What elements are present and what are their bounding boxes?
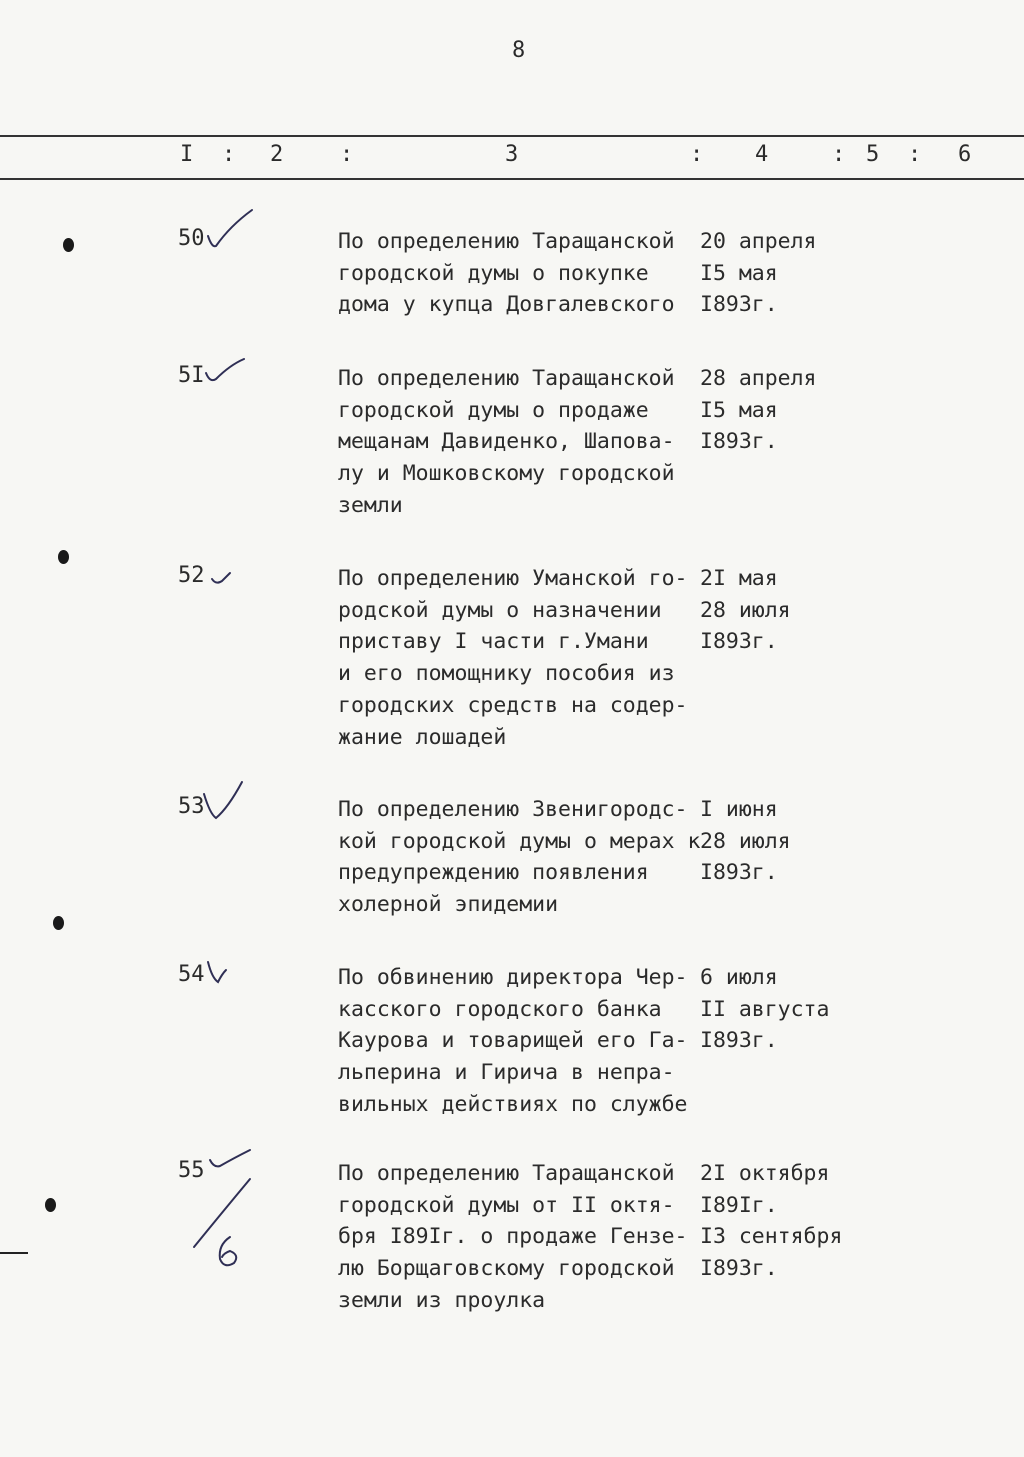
binder-hole: [63, 238, 74, 252]
binder-hole: [53, 916, 64, 930]
entry-number: 50: [178, 226, 205, 251]
margin-mark: [0, 1252, 28, 1254]
entry-number: 52: [178, 563, 205, 588]
page-number: 8: [512, 38, 526, 63]
column-header-6: 6: [958, 142, 972, 167]
entry-number: 54: [178, 962, 205, 987]
column-header-5: 5: [866, 142, 880, 167]
entry-dates: 20 апреля I5 мая I893г.: [700, 229, 817, 318]
entry-description: По определению Таращанской городской думы о продаже мещанам Давиденко, Шапова- лу и Мошковскому городской земли: [338, 366, 675, 518]
entry-description: По обвинению директора Чер- касского городского банка Каурова и товарищей его Га- льперина и Гирича в непра- вильных действиях по службе: [338, 965, 688, 1117]
column-header-4: 4: [755, 142, 769, 167]
entry-dates: 2I октября I89Iг. I3 сентября I893г.: [700, 1161, 843, 1282]
header-rule-top: [0, 135, 1024, 137]
column-header-2: 2: [270, 142, 284, 167]
check-mark-icon: [200, 343, 260, 393]
entry-dates: I июня 28 июля I893г.: [700, 797, 791, 886]
entry-description: По определению Уманской го- родской думы о назначении приставу I части г.Умани и его помощнику пособия из городских средств на содер- жание лошадей: [338, 566, 688, 750]
column-separator: :: [690, 142, 704, 167]
check-mark-icon: [200, 942, 260, 992]
entry-dates: 2I мая 28 июля I893г.: [700, 566, 791, 655]
handwritten-six-icon: [190, 1175, 260, 1275]
check-mark-icon: [200, 543, 260, 593]
entry-description: По определению Таращанской городской думы от II октя- бря I89Iг. о продаже Гензе- лю Борщаговскому городской земли из проулка: [338, 1161, 688, 1313]
entry-description: По определению Таращанской городской думы о покупке дома у купца Довгалевского: [338, 229, 675, 318]
entry-number: 53: [178, 794, 205, 819]
check-mark-icon: [200, 774, 260, 834]
column-separator: :: [908, 142, 922, 167]
entry-number: 5I: [178, 363, 205, 388]
entry-number: 55: [178, 1158, 205, 1183]
column-separator: :: [340, 142, 354, 167]
entry-dates: 6 июля II августа I893г.: [700, 965, 830, 1054]
header-rule-bottom: [0, 178, 1024, 180]
entry-description: По определению Звенигородс- кой городской думы о мерах к предупреждению появления холерной эпидемии: [338, 797, 701, 918]
check-mark-icon: [200, 206, 260, 256]
column-separator: :: [222, 142, 236, 167]
entry-dates: 28 апреля I5 мая I893г.: [700, 366, 817, 455]
column-header-1: I: [180, 142, 194, 167]
binder-hole: [58, 550, 69, 564]
column-separator: :: [832, 142, 846, 167]
binder-hole: [45, 1198, 56, 1212]
column-header-3: 3: [505, 142, 519, 167]
